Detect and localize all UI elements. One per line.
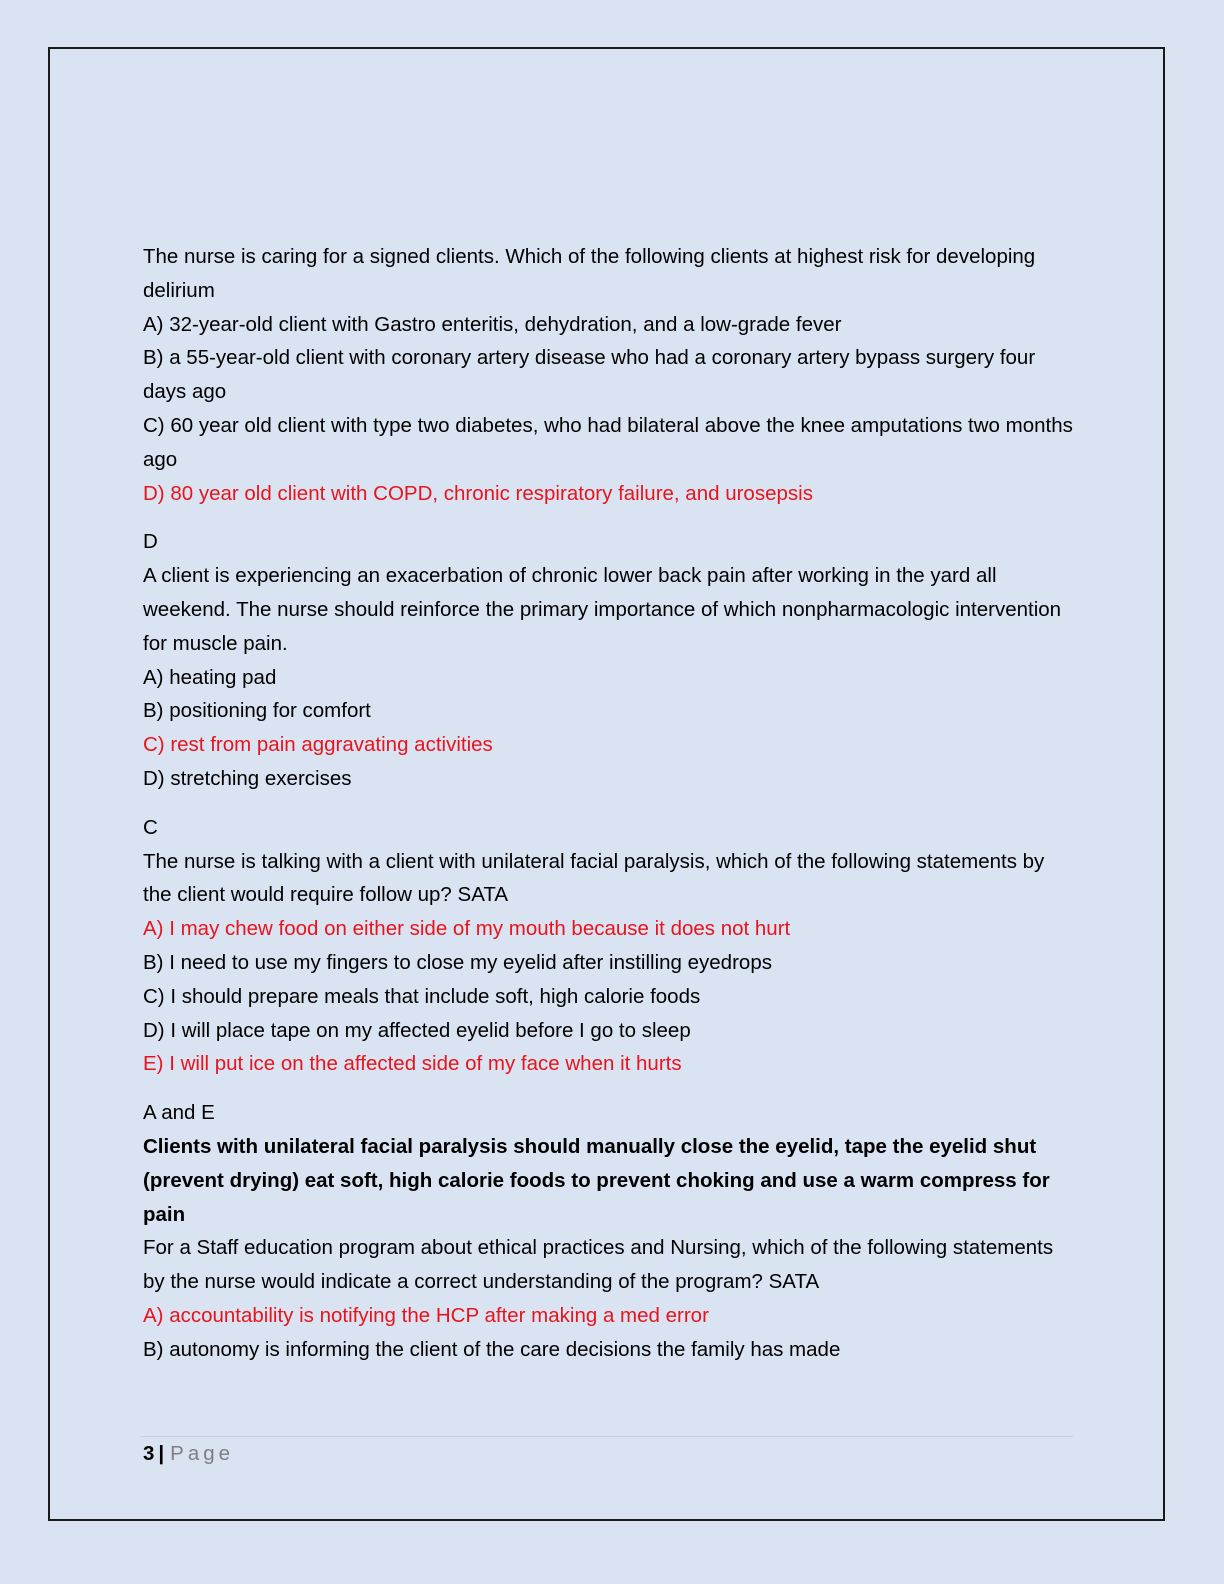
page-label: Page xyxy=(170,1442,235,1465)
option-a-correct: A) I may chew food on either side of my mouth because it does not hurt xyxy=(143,917,791,941)
option-a: A) 32-year-old client with Gastro enteritis, dehydration, and a low-grade fever xyxy=(143,312,842,336)
rationale: Clients with unilateral facial paralysis should manually close the eyelid, tape the eyelid shut (prevent drying) eat soft, high calorie foods to prevent choking and use a warm compress for pain xyxy=(143,1134,1050,1226)
page-number: 3 xyxy=(143,1442,155,1465)
option-d: D) stretching exercises xyxy=(143,766,352,790)
question-stem: The nurse is caring for a signed clients. Which of the following clients at highest risk for developing delirium xyxy=(143,245,1036,302)
question-3 xyxy=(143,845,1073,1082)
question-stem: The nurse is talking with a client with unilateral facial paralysis, which of the following statements by the client would require follow up? SATA xyxy=(143,849,1045,907)
option-e-correct: E) I will put ice on the affected side of my face when it hurts xyxy=(143,1052,682,1076)
question-4 xyxy=(143,1231,1073,1366)
option-c: C) 60 year old client with type two diabetes, who had bilateral above the knee amputations two months ago xyxy=(143,413,1073,471)
page-footer xyxy=(143,1440,234,1468)
footer-separator: | xyxy=(158,1442,165,1465)
option-c-correct: C) rest from pain aggravating activities xyxy=(143,733,493,757)
option-c: C) I should prepare meals that include soft, high calorie foods xyxy=(143,984,701,1008)
question-stem: For a Staff education program about ethical practices and Nursing, which of the following statements by the nurse would indicate a correct understanding of the program? SATA xyxy=(143,1236,1054,1294)
option-d: D) I will place tape on my affected eyelid before I go to sleep xyxy=(143,1018,691,1042)
document-body xyxy=(143,240,1073,1382)
option-b: B) autonomy is informing the client of the care decisions the family has made xyxy=(143,1337,841,1361)
answer-key: A and E xyxy=(143,1101,215,1125)
option-b: B) I need to use my fingers to close my eyelid after instilling eyedrops xyxy=(143,950,772,974)
option-a-correct: A) accountability is notifying the HCP after making a med error xyxy=(143,1303,709,1327)
answer-key: C xyxy=(143,815,158,839)
footer-divider xyxy=(140,1436,1073,1437)
option-a: A) heating pad xyxy=(143,665,277,689)
option-b: B) positioning for comfort xyxy=(143,699,371,723)
answer-key: D xyxy=(143,530,158,554)
question-1 xyxy=(143,240,1073,510)
option-b: B) a 55-year-old client with coronary artery disease who had a coronary artery bypass surgery four days ago xyxy=(143,346,1036,404)
question-stem: A client is experiencing an exacerbation of chronic lower back pain after working in the yard all weekend. The nurse should reinforce the primary importance of which nonpharmacologic intervention for muscle pain. xyxy=(143,564,1062,655)
option-d-correct: D) 80 year old client with COPD, chronic respiratory failure, and urosepsis xyxy=(143,481,813,505)
question-2 xyxy=(143,559,1073,796)
